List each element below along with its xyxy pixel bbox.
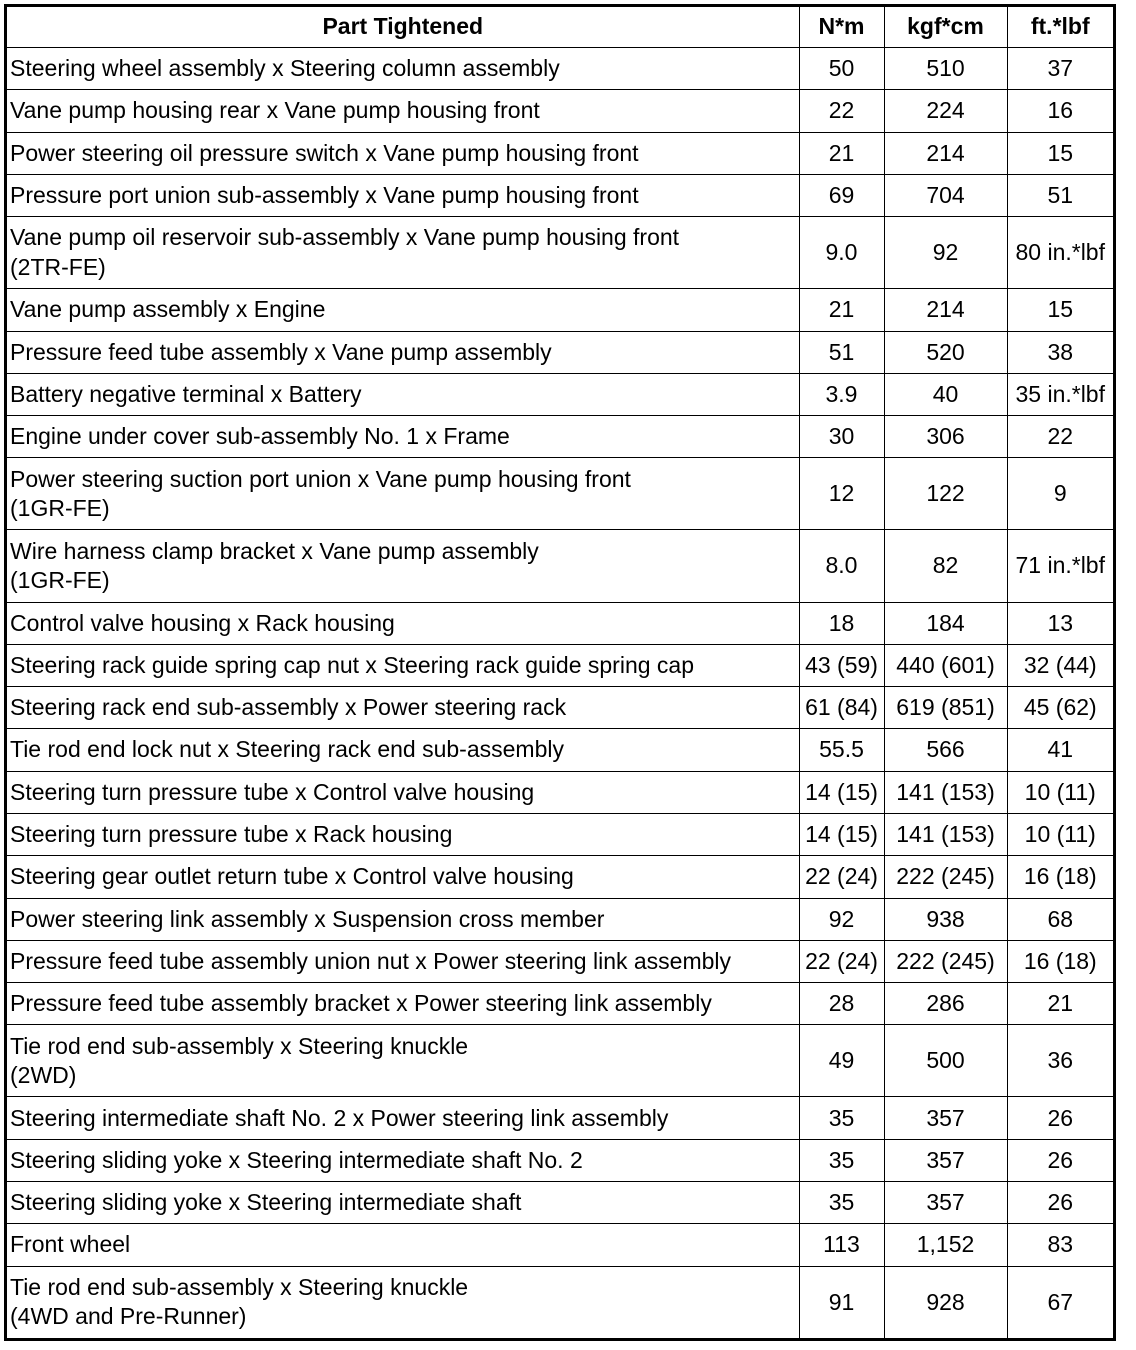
torque-ft-lbf-cell: 22 — [1007, 416, 1113, 458]
table-row — [7, 856, 1113, 898]
torque-ft-lbf-cell: 35 in.*lbf — [1007, 373, 1113, 415]
part-tightened-cell: Engine under cover sub-assembly No. 1 x Frame — [7, 416, 799, 458]
table-row — [7, 48, 1113, 90]
torque-nm-cell: 91 — [799, 1266, 884, 1338]
part-tightened-cell: Steering sliding yoke x Steering intermediate shaft — [7, 1182, 799, 1224]
torque-nm-cell: 18 — [799, 602, 884, 644]
torque-nm-cell: 8.0 — [799, 530, 884, 602]
torque-kgf-cm-cell: 357 — [884, 1139, 1007, 1181]
header-ft-lbf: ft.*lbf — [1007, 7, 1113, 48]
torque-nm-cell: 69 — [799, 174, 884, 216]
torque-ft-lbf-cell: 37 — [1007, 48, 1113, 90]
torque-ft-lbf-cell: 15 — [1007, 289, 1113, 331]
torque-ft-lbf-cell: 16 (18) — [1007, 940, 1113, 982]
torque-kgf-cm-cell: 82 — [884, 530, 1007, 602]
part-tightened-cell: Wire harness clamp bracket x Vane pump assembly (1GR-FE) — [7, 530, 799, 602]
table-row — [7, 1025, 1113, 1097]
table-row — [7, 1139, 1113, 1181]
torque-kgf-cm-cell: 141 (153) — [884, 771, 1007, 813]
table-row — [7, 174, 1113, 216]
table-row — [7, 331, 1113, 373]
torque-ft-lbf-cell: 10 (11) — [1007, 813, 1113, 855]
torque-nm-cell: 35 — [799, 1182, 884, 1224]
header-part-tightened: Part Tightened — [7, 7, 799, 48]
table-row — [7, 530, 1113, 602]
torque-kgf-cm-cell: 184 — [884, 602, 1007, 644]
torque-ft-lbf-cell: 83 — [1007, 1224, 1113, 1266]
torque-kgf-cm-cell: 566 — [884, 729, 1007, 771]
part-tightened-cell: Steering rack end sub-assembly x Power steering rack — [7, 687, 799, 729]
torque-kgf-cm-cell: 357 — [884, 1097, 1007, 1139]
part-tightened-cell: Steering rack guide spring cap nut x Steering rack guide spring cap — [7, 644, 799, 686]
part-tightened-cell: Steering gear outlet return tube x Control valve housing — [7, 856, 799, 898]
torque-kgf-cm-cell: 704 — [884, 174, 1007, 216]
part-tightened-cell: Steering sliding yoke x Steering intermediate shaft No. 2 — [7, 1139, 799, 1181]
part-tightened-cell: Tie rod end sub-assembly x Steering knuckle (4WD and Pre-Runner) — [7, 1266, 799, 1338]
part-tightened-cell: Steering intermediate shaft No. 2 x Power steering link assembly — [7, 1097, 799, 1139]
table-row — [7, 373, 1113, 415]
torque-nm-cell: 92 — [799, 898, 884, 940]
torque-ft-lbf-cell: 36 — [1007, 1025, 1113, 1097]
torque-nm-cell: 14 (15) — [799, 813, 884, 855]
table-row — [7, 1224, 1113, 1266]
part-tightened-cell: Tie rod end sub-assembly x Steering knuckle (2WD) — [7, 1025, 799, 1097]
torque-ft-lbf-cell: 32 (44) — [1007, 644, 1113, 686]
torque-kgf-cm-cell: 928 — [884, 1266, 1007, 1338]
torque-kgf-cm-cell: 286 — [884, 983, 1007, 1025]
torque-ft-lbf-cell: 21 — [1007, 983, 1113, 1025]
torque-kgf-cm-cell: 222 (245) — [884, 856, 1007, 898]
table-row — [7, 983, 1113, 1025]
table-body — [7, 48, 1113, 1339]
part-tightened-cell: Steering turn pressure tube x Control valve housing — [7, 771, 799, 813]
part-tightened-cell: Front wheel — [7, 1224, 799, 1266]
table-row — [7, 687, 1113, 729]
torque-ft-lbf-cell: 16 — [1007, 90, 1113, 132]
torque-nm-cell: 22 (24) — [799, 940, 884, 982]
table-row — [7, 813, 1113, 855]
torque-nm-cell: 35 — [799, 1097, 884, 1139]
torque-nm-cell: 49 — [799, 1025, 884, 1097]
torque-spec-sheet — [4, 4, 1116, 1341]
torque-nm-cell: 55.5 — [799, 729, 884, 771]
torque-nm-cell: 21 — [799, 289, 884, 331]
part-tightened-cell: Steering turn pressure tube x Rack housing — [7, 813, 799, 855]
table-row — [7, 602, 1113, 644]
part-tightened-cell: Vane pump assembly x Engine — [7, 289, 799, 331]
torque-kgf-cm-cell: 510 — [884, 48, 1007, 90]
part-tightened-cell: Power steering suction port union x Vane pump housing front (1GR-FE) — [7, 458, 799, 530]
table-row — [7, 416, 1113, 458]
torque-nm-cell: 22 — [799, 90, 884, 132]
torque-spec-table — [7, 7, 1113, 1338]
part-tightened-cell: Pressure feed tube assembly bracket x Power steering link assembly — [7, 983, 799, 1025]
torque-ft-lbf-cell: 41 — [1007, 729, 1113, 771]
torque-nm-cell: 35 — [799, 1139, 884, 1181]
torque-nm-cell: 113 — [799, 1224, 884, 1266]
torque-kgf-cm-cell: 306 — [884, 416, 1007, 458]
table-row — [7, 289, 1113, 331]
torque-ft-lbf-cell: 71 in.*lbf — [1007, 530, 1113, 602]
table-row — [7, 898, 1113, 940]
torque-nm-cell: 51 — [799, 331, 884, 373]
torque-nm-cell: 14 (15) — [799, 771, 884, 813]
part-tightened-cell: Steering wheel assembly x Steering column assembly — [7, 48, 799, 90]
table-row — [7, 1097, 1113, 1139]
torque-nm-cell: 43 (59) — [799, 644, 884, 686]
table-row — [7, 1182, 1113, 1224]
torque-kgf-cm-cell: 40 — [884, 373, 1007, 415]
torque-ft-lbf-cell: 16 (18) — [1007, 856, 1113, 898]
part-tightened-cell: Vane pump housing rear x Vane pump housing front — [7, 90, 799, 132]
torque-kgf-cm-cell: 520 — [884, 331, 1007, 373]
torque-ft-lbf-cell: 45 (62) — [1007, 687, 1113, 729]
torque-ft-lbf-cell: 26 — [1007, 1139, 1113, 1181]
table-row — [7, 90, 1113, 132]
table-row — [7, 1266, 1113, 1338]
torque-nm-cell: 30 — [799, 416, 884, 458]
torque-kgf-cm-cell: 357 — [884, 1182, 1007, 1224]
torque-nm-cell: 12 — [799, 458, 884, 530]
part-tightened-cell: Pressure feed tube assembly union nut x Power steering link assembly — [7, 940, 799, 982]
torque-ft-lbf-cell: 26 — [1007, 1182, 1113, 1224]
torque-ft-lbf-cell: 51 — [1007, 174, 1113, 216]
torque-ft-lbf-cell: 68 — [1007, 898, 1113, 940]
table-row — [7, 217, 1113, 289]
torque-kgf-cm-cell: 214 — [884, 289, 1007, 331]
torque-ft-lbf-cell: 38 — [1007, 331, 1113, 373]
table-row — [7, 458, 1113, 530]
torque-nm-cell: 61 (84) — [799, 687, 884, 729]
part-tightened-cell: Tie rod end lock nut x Steering rack end sub-assembly — [7, 729, 799, 771]
part-tightened-cell: Control valve housing x Rack housing — [7, 602, 799, 644]
torque-nm-cell: 9.0 — [799, 217, 884, 289]
torque-kgf-cm-cell: 224 — [884, 90, 1007, 132]
torque-kgf-cm-cell: 500 — [884, 1025, 1007, 1097]
table-row — [7, 644, 1113, 686]
torque-nm-cell: 3.9 — [799, 373, 884, 415]
torque-kgf-cm-cell: 141 (153) — [884, 813, 1007, 855]
torque-kgf-cm-cell: 222 (245) — [884, 940, 1007, 982]
table-row — [7, 771, 1113, 813]
torque-kgf-cm-cell: 214 — [884, 132, 1007, 174]
torque-ft-lbf-cell: 10 (11) — [1007, 771, 1113, 813]
torque-kgf-cm-cell: 619 (851) — [884, 687, 1007, 729]
torque-kgf-cm-cell: 122 — [884, 458, 1007, 530]
table-row — [7, 940, 1113, 982]
table-row — [7, 132, 1113, 174]
part-tightened-cell: Pressure port union sub-assembly x Vane pump housing front — [7, 174, 799, 216]
torque-kgf-cm-cell: 1,152 — [884, 1224, 1007, 1266]
torque-ft-lbf-cell: 80 in.*lbf — [1007, 217, 1113, 289]
torque-kgf-cm-cell: 92 — [884, 217, 1007, 289]
torque-kgf-cm-cell: 938 — [884, 898, 1007, 940]
part-tightened-cell: Power steering oil pressure switch x Vane pump housing front — [7, 132, 799, 174]
part-tightened-cell: Battery negative terminal x Battery — [7, 373, 799, 415]
header-row — [7, 7, 1113, 48]
header-nm: N*m — [799, 7, 884, 48]
header-kgf-cm: kgf*cm — [884, 7, 1007, 48]
torque-ft-lbf-cell: 13 — [1007, 602, 1113, 644]
torque-nm-cell: 21 — [799, 132, 884, 174]
torque-ft-lbf-cell: 15 — [1007, 132, 1113, 174]
torque-ft-lbf-cell: 9 — [1007, 458, 1113, 530]
torque-nm-cell: 28 — [799, 983, 884, 1025]
part-tightened-cell: Power steering link assembly x Suspension cross member — [7, 898, 799, 940]
torque-nm-cell: 50 — [799, 48, 884, 90]
part-tightened-cell: Pressure feed tube assembly x Vane pump assembly — [7, 331, 799, 373]
torque-nm-cell: 22 (24) — [799, 856, 884, 898]
torque-ft-lbf-cell: 67 — [1007, 1266, 1113, 1338]
torque-ft-lbf-cell: 26 — [1007, 1097, 1113, 1139]
table-row — [7, 729, 1113, 771]
part-tightened-cell: Vane pump oil reservoir sub-assembly x Vane pump housing front (2TR-FE) — [7, 217, 799, 289]
torque-kgf-cm-cell: 440 (601) — [884, 644, 1007, 686]
